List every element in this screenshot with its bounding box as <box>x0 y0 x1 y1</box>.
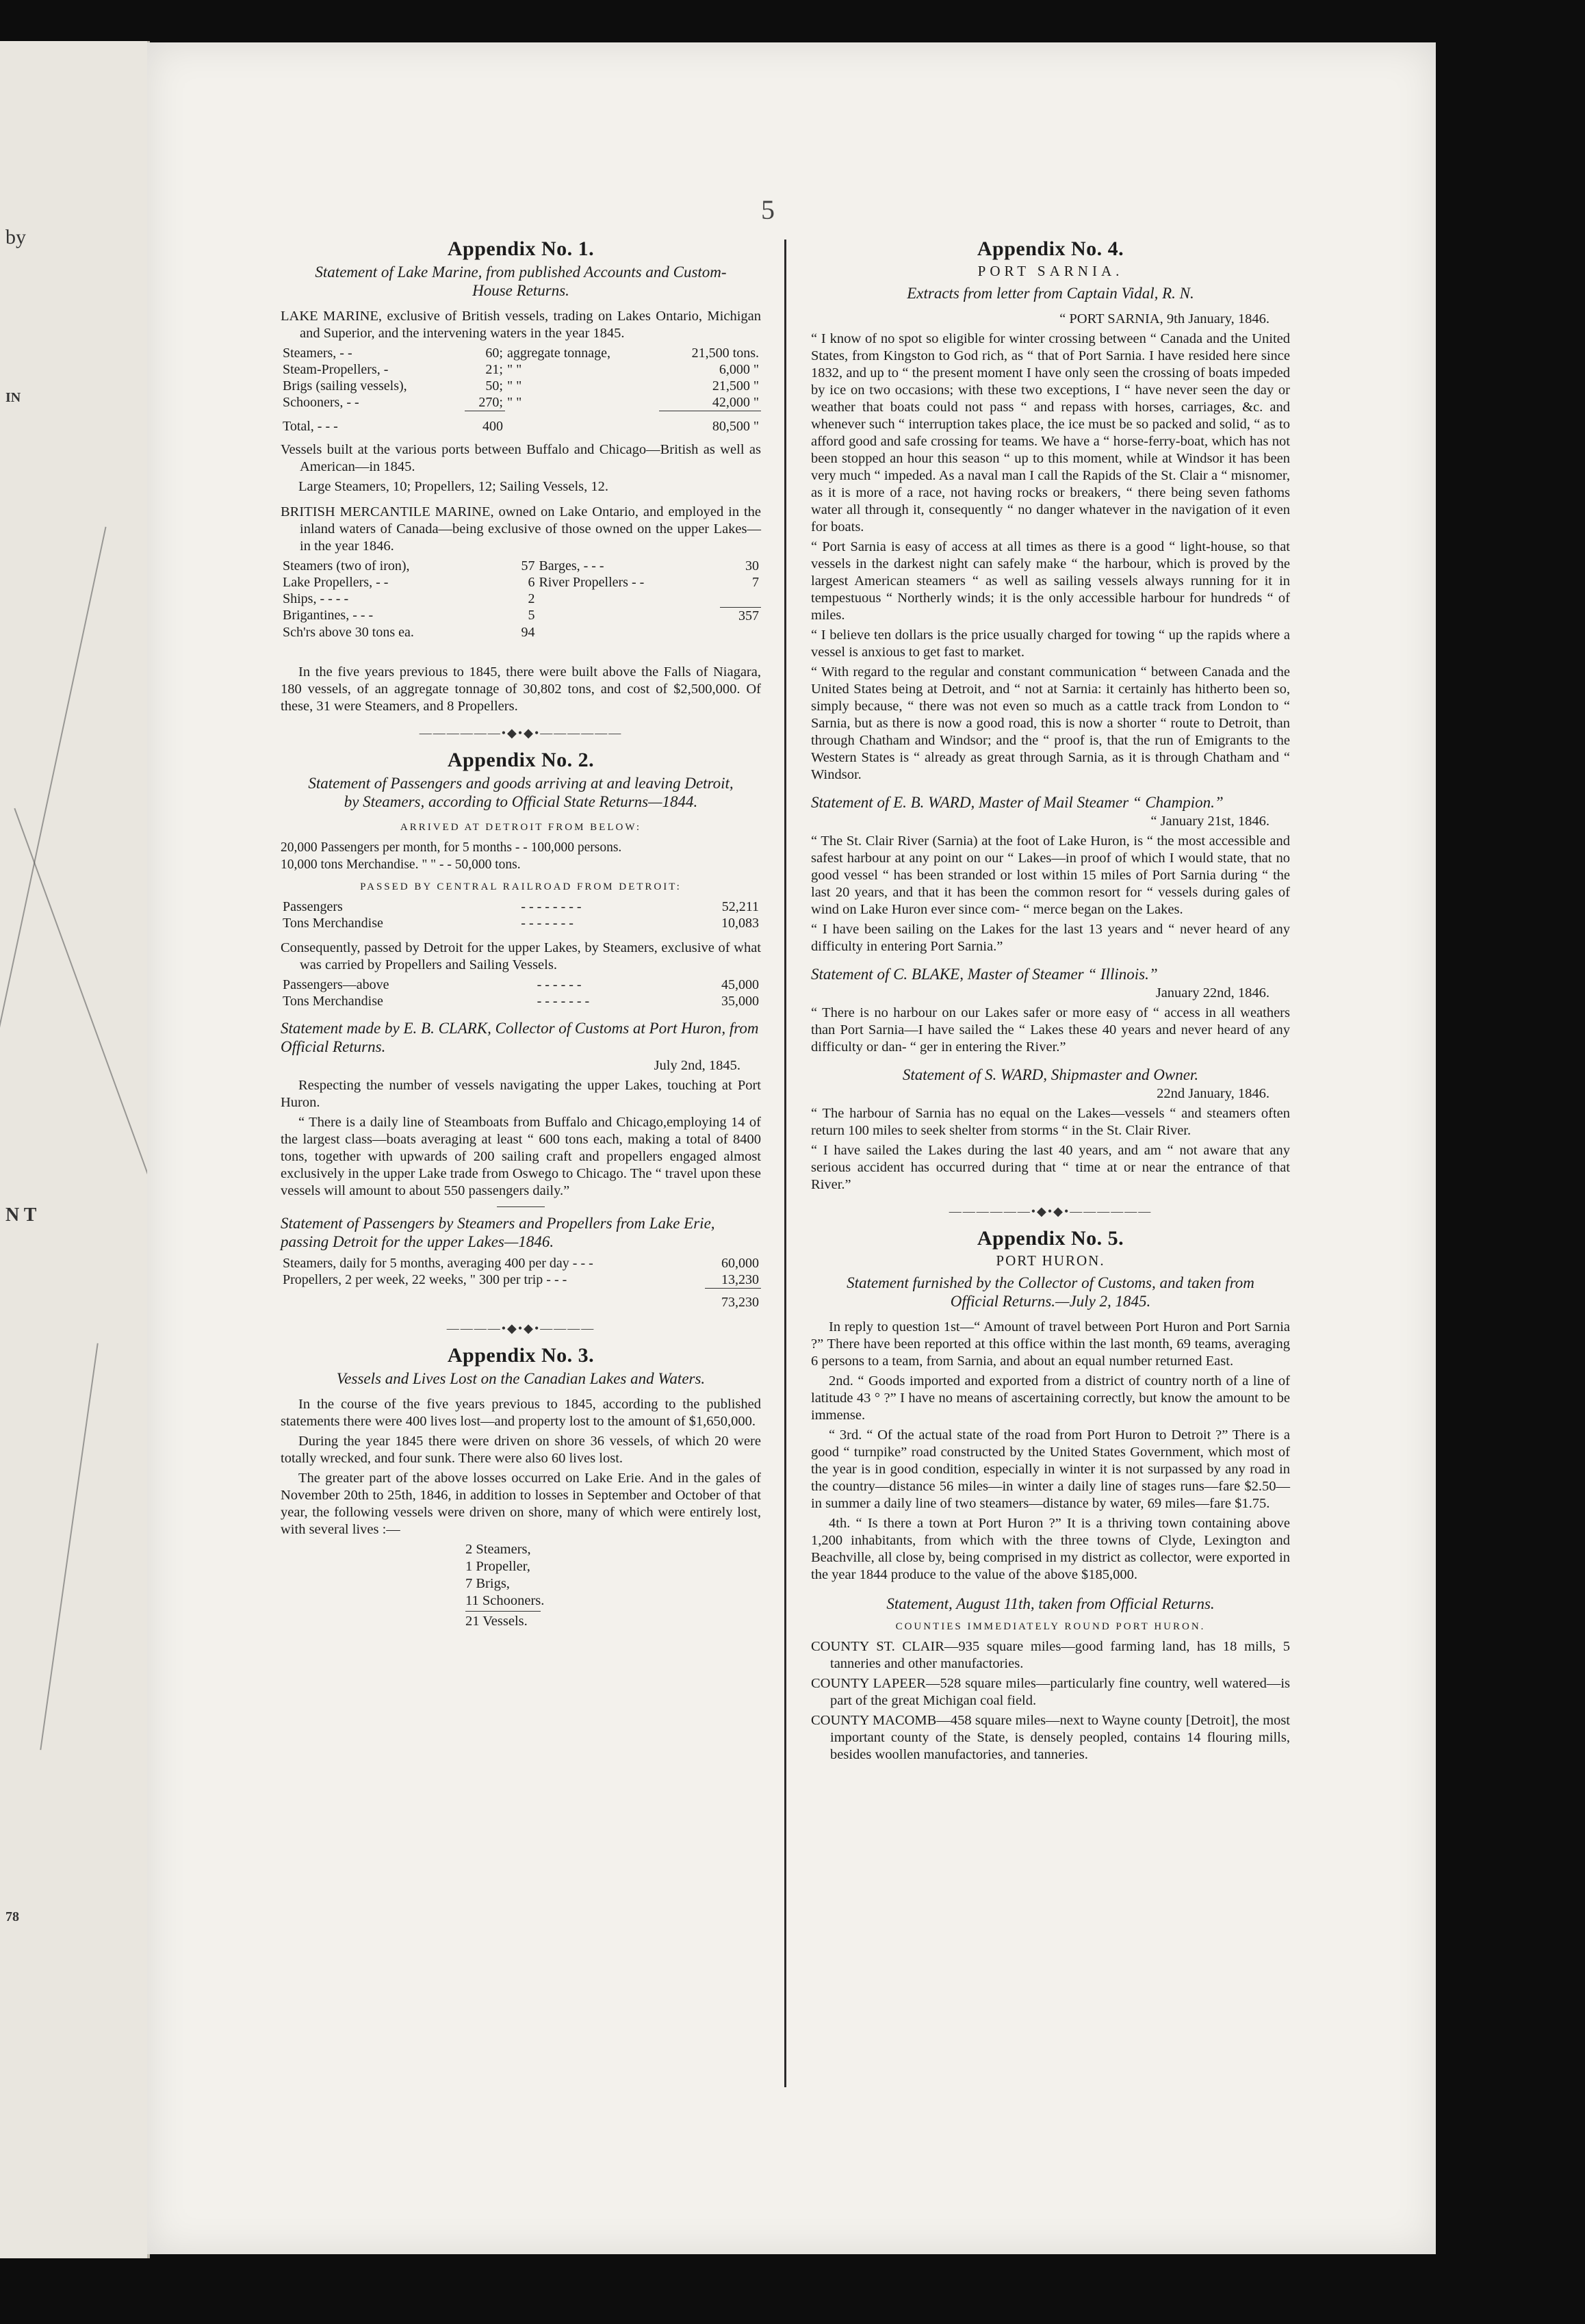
cell: aggregate tonnage, <box>506 346 611 361</box>
table-row <box>281 394 761 411</box>
blake-statement-title: Statement of C. BLAKE, Master of Steamer “ Illinois.” <box>811 966 1158 983</box>
appendix-3-paragraph: In the course of the five years previous to 1845, according to the published statements there were 400 lives lost—and property lost to the amount of $1,650,000. <box>281 1396 761 1429</box>
left-column <box>281 236 761 1630</box>
arrived-line: 10,000 tons Merchandise. " " - - 50,000 tons. <box>281 857 521 872</box>
ward-paragraph: “ The St. Clair River (Sarnia) at the foot of Lake Huron, is “ the most accessible and safest harbour at any point on our “ Lakes—in proof of which I would state, that no good vessel “ has been stranded or lost within 15 miles of Port Sarnia during “ the last 20 years, and that it has been the common resort for “ vessels during gales of wind on Lake Huron ever since com- “ merce began on the Lakes. <box>811 834 1290 917</box>
table-row <box>281 993 761 1009</box>
five-years-text: In the five years previous to 1845, there were built above the Falls of Niagara, 180 vessels, of an aggregate tonnage of 30,802 tons, and cost of $2,500,000. Of these, 31 were Steamers, and 8 Propellers. <box>281 664 761 714</box>
list-item: 1 Propeller, <box>465 1558 530 1574</box>
cell <box>505 411 659 435</box>
appendix-3-subtitle: Vessels and Lives Lost on the Canadian Lakes and Waters. <box>336 1369 706 1387</box>
map-line <box>40 1343 98 1750</box>
ornament-divider: ————•◆•◆•———— <box>446 1321 595 1335</box>
cell: Ships, - - - - <box>283 591 349 606</box>
list-item: 7 Brigs, <box>465 1575 510 1591</box>
huron-paragraph: 2nd. “ Goods imported and exported from a district of country north of a line of latitude 43 ° ?” I have no means of ascertaining correctly, but know the amount to be immense. <box>811 1373 1290 1423</box>
cell: Total, - - - <box>283 418 338 434</box>
appendix-4-place: PORT SARNIA. <box>977 263 1124 279</box>
counties-caption: COUNTIES IMMEDIATELY ROUND PORT HURON. <box>895 1621 1206 1632</box>
cell: 7 <box>752 575 759 590</box>
cell: Passengers <box>283 899 343 914</box>
cell: 21; <box>485 362 503 377</box>
appendix-3-paragraph: The greater part of the above losses occurred on Lake Erie. And in the gales of November 20th to 25th, 1846, in addition to losses in September and October of that year, the following vessels were driven on shore, many of which were entirely lost, with several lives :— <box>281 1470 761 1537</box>
cell: Steamers (two of iron), <box>283 558 410 573</box>
cell: " " <box>506 378 522 393</box>
cell: 42,000 " <box>712 395 759 410</box>
appendix-3-paragraph: During the year 1845 there were driven on shore 36 vessels, of which 20 were totally wrecked, and four sunk. There were also 60 lives lost. <box>281 1433 761 1466</box>
county-entry: COUNTY LAPEER—528 square miles—particularly fine country, well watered—is part of the great Michigan coal field. <box>811 1676 1290 1708</box>
cell: Tons Merchandise <box>283 993 383 1009</box>
vessels-total: 21 Vessels. <box>465 1613 528 1629</box>
passed-caption: PASSED BY CENTRAL RAILROAD FROM DETROIT: <box>360 881 682 892</box>
county-entry: COUNTY ST. CLAIR—935 square miles—good farming land, has 18 mills, 5 tanneries and other manufactories. <box>811 1639 1290 1671</box>
table-row <box>281 345 761 361</box>
cell: 50; <box>485 378 503 393</box>
list-item: 2 Steamers, <box>465 1541 531 1557</box>
vidal-paragraph: “ With regard to the regular and constant communication “ between Canada and the United States being at Detroit, and “ not at Sarnia: it certainly has hitherto been so, simply because, “ there was not even so much as a cattle track from London to “ Sarnia, but as there is now a good road, this is now a shorter “ route to Detroit, than through Chatham and Windsor; and the “ proof is, that the run of Emigrants to the Western States is “ already as great through Sarnia, as it is through Chatham and “ Windsor. <box>811 664 1290 782</box>
blake-date: January 22nd, 1846. <box>1155 985 1270 1000</box>
cell <box>537 591 719 607</box>
vidal-paragraph: “ Port Sarnia is easy of access at all times as there is a good “ light-house, so that vessels in the darkest night can safely make “ the harbour, which is proved by the largest American steamers “ as well as sailing vessels always running for it in tempestuous “ Northerly winds; it is the only accessible harbour for hundreds “ of miles. <box>811 539 1290 623</box>
cell: " " <box>506 395 522 411</box>
sward-date: 22nd January, 1846. <box>1157 1086 1270 1101</box>
table-row <box>281 558 761 574</box>
cell: 5 <box>528 608 535 623</box>
clark-statement-title: Statement made by E. B. CLARK, Collector of Customs at Port Huron, from Official Returns. <box>281 1019 759 1055</box>
divider <box>497 1206 545 1207</box>
clark-date: July 2nd, 1845. <box>654 1057 740 1073</box>
table-row <box>281 378 761 394</box>
cell <box>720 591 761 607</box>
cell: - - - - - - <box>537 977 582 992</box>
cell: Steamers, - - <box>283 346 352 361</box>
adjacent-map-page <box>0 41 150 2258</box>
cell: 57 <box>521 558 535 573</box>
cell: 52,211 <box>721 899 759 914</box>
arrived-line: 20,000 Passengers per month, for 5 months - - 100,000 persons. <box>281 840 622 855</box>
table-row <box>281 607 761 624</box>
cell: 21,500 tons. <box>691 346 759 361</box>
cell <box>720 624 761 641</box>
cell: 13,230 <box>721 1271 759 1287</box>
blake-paragraph: “ There is no harbour on our Lakes safer or more easy of “ access in all weathers than Port Sarnia—I have sailed the “ Lakes these 40 years and never heard of any difficulty or dan- “ ger in entering the River.” <box>811 1005 1290 1055</box>
sward-paragraph: “ I have sailed the Lakes during the last 40 years, and am “ not aware that any serious accident has occurred during that “ time at or near the entrance of that River.” <box>811 1143 1290 1192</box>
sward-paragraph: “ The harbour of Sarnia has no equal on the Lakes—vessels “ and steamers often return 100 miles to seek shelter from storms “ in the St. Clair River. <box>811 1106 1290 1138</box>
huron-paragraph: In reply to question 1st—“ Amount of travel between Port Huron and Port Sarnia ?” There have been reported at this office within the last month, 69 teams, averaging 6 persons to a team, from Sarnia, and about an equal number returned East. <box>811 1319 1290 1369</box>
consequently-text: Consequently, passed by Detroit for the upper Lakes, by Steamers, exclusive of what was carried by Propellers and Sailing Vessels. <box>281 940 761 972</box>
cell: 400 <box>465 411 505 435</box>
cell: 6,000 " <box>719 362 759 377</box>
cell: 10,083 <box>721 915 759 931</box>
arrived-caption: ARRIVED AT DETROIT FROM BELOW: <box>400 821 642 833</box>
left-page-fragment: by <box>5 226 26 248</box>
appendix-3-heading: Appendix No. 3. <box>447 1343 595 1367</box>
table-row <box>281 899 761 915</box>
cell: 94 <box>521 624 535 640</box>
appendix-5-subtitle: Statement furnished by the Collector of Customs, and taken from Official Returns.—July 2, 1845. <box>847 1274 1254 1310</box>
cell: 2 <box>528 591 535 606</box>
table-row <box>281 915 761 931</box>
cell: Barges, - - - <box>539 558 604 573</box>
appendix-4-subtitle: Extracts from letter from Captain Vidal, R. N. <box>907 285 1194 302</box>
cell: 45,000 <box>721 977 759 992</box>
cell: 21,500 " <box>712 378 759 393</box>
table-row <box>281 624 761 641</box>
cell <box>281 1288 705 1311</box>
list-item: 11 Schooners. <box>465 1592 545 1608</box>
clark-paragraph: Respecting the number of vessels navigating the upper Lakes, touching at Port Huron. <box>281 1077 761 1110</box>
sward-statement-title: Statement of S. WARD, Shipmaster and Owner. <box>902 1066 1199 1083</box>
table-row <box>281 361 761 378</box>
lake-marine-text: LAKE MARINE, exclusive of British vessels, trading on Lakes Ontario, Michigan and Superior, and the intervening waters in the year 1845. <box>281 309 761 341</box>
british-marine-table <box>281 558 761 641</box>
left-page-fragment: 78 <box>5 1909 19 1924</box>
cell: Lake Propellers, - - <box>283 575 389 590</box>
cell: Brigantines, - - - <box>283 608 374 623</box>
vidal-paragraph: “ I believe ten dollars is the price usually charged for towing “ up the rapids where a vessel is anxious to get fast to market. <box>811 628 1290 660</box>
passengers-table <box>281 1255 761 1311</box>
cell: - - - - - - - <box>521 915 574 931</box>
sum-rule <box>465 1611 541 1612</box>
clark-quote: “ There is a daily line of Steamboats from Buffalo and Chicago,employing 14 of the largest class—boats averaging at least “ 600 tons each, making a total of 8400 tons, together with upwards of 200 sailing craft and propellers engaged almost exclusively in the upper Lake trade from Oswego to Chicago. The “ travel upon these vessels will amount to about 550 passengers daily.” <box>281 1114 761 1198</box>
cell: Schooners, - - <box>283 395 359 411</box>
table-row <box>281 1255 761 1271</box>
cell: 80,500 " <box>659 411 761 435</box>
cell: 270; <box>478 395 503 410</box>
appendix-4-heading: Appendix No. 4. <box>977 237 1124 260</box>
passengers-statement-title: Statement of Passengers by Steamers and Propellers from Lake Erie, passing Detroit for the upper Lakes—1846. <box>281 1214 715 1250</box>
cell: - - - - - - - <box>537 993 590 1009</box>
cell: 35,000 <box>721 993 759 1009</box>
table-row <box>281 1288 761 1311</box>
table-row <box>281 574 761 591</box>
county-entry: COUNTY MACOMB—458 square miles—next to Wayne county [Detroit], the most important county of the State, is densely peopled, contains 14 flouring mills, besides woollen manufactories, and tanneries. <box>811 1713 1290 1762</box>
ward-statement-title: Statement of E. B. WARD, Master of Mail Steamer “ Champion.” <box>811 794 1224 811</box>
cell: Sch'rs above 30 tons ea. <box>283 624 414 640</box>
vessels-built-text: Vessels built at the various ports between Buffalo and Chicago—British as well as American—in 1845. <box>281 442 761 474</box>
british-marine-text: BRITISH MERCANTILE MARINE, owned on Lake Ontario, and employed in the inland waters of Canada—being exclusive of those owned on the upper Lakes—in the year 1846. <box>281 504 761 554</box>
ward-date: “ January 21st, 1846. <box>1150 814 1270 829</box>
table-row <box>281 411 761 435</box>
cell: 6 <box>528 575 535 590</box>
vidal-paragraph: “ I know of no spot so eligible for winter crossing between “ Canada and the United States, from Kingston to God rich, as “ that of Port Sarnia. I have resided here since 1832, and up to “ the present moment I have only seen the crossing of boats impeded by ice on two occasions; with these two exceptions, I “ have never seen the day or weather that boats could not pass “ and repass with horses, carriages, &c. and whenever such “ interruption takes place, the ice must be so packed and solid, “ as to afford good and safe crossing for teams. We have a “ horse-ferry-boat, which has not been stopped an hour this season “ up to this moment, while at Windsor it has been very much “ impeded. As a naval man I call the Rapids of the St. Clair a “ misnomer, as it is more of a race, not having rocks or breakers, “ there being seven fathoms water all through it, consequently “ no danger whatever in the navigation of it even for boats. <box>811 331 1290 534</box>
ornament-divider: ——————•◆•◆•—————— <box>419 725 623 740</box>
passed-table <box>281 899 761 931</box>
cell: Tons Merchandise <box>283 915 383 931</box>
cell: Steam-Propellers, - <box>283 362 389 377</box>
cell: 60; <box>485 346 503 361</box>
cell: 357 <box>720 607 761 624</box>
lake-marine-table <box>281 345 761 435</box>
cell: Brigs (sailing vessels), <box>283 378 407 393</box>
vessels-list <box>465 1541 761 1610</box>
appendix-2-heading: Appendix No. 2. <box>447 748 595 771</box>
table-row <box>281 977 761 993</box>
cell: 30 <box>745 558 759 573</box>
appendix-4-dateline: “ PORT SARNIA, 9th January, 1846. <box>1059 311 1270 326</box>
right-column <box>811 236 1290 1766</box>
appendix-2-subtitle: Statement of Passengers and goods arriving at and leaving Detroit, by Steamers, according to Official State Returns—1844. <box>308 774 734 810</box>
cell: Passengers—above <box>283 977 389 992</box>
left-page-fragment: IN <box>5 390 21 405</box>
appendix-1-heading: Appendix No. 1. <box>447 237 595 260</box>
appendix-1-subtitle: Statement of Lake Marine, from published Accounts and Custom-House Returns. <box>315 263 727 299</box>
cell: - - - - - - - - <box>521 899 582 914</box>
table-row <box>281 1271 761 1289</box>
cell: River Propellers - - <box>539 575 645 590</box>
cell: " " <box>506 362 522 377</box>
cell: 73,230 <box>705 1288 761 1311</box>
consequently-table <box>281 977 761 1009</box>
huron-paragraph: 4th. “ Is there a town at Port Huron ?” It is a thriving town containing above 1,200 inhabitants, from which with the three towns of Clyde, Lexington and Beachville, all close by, being comprised in my district as collector, were exported in the year 1844 produce to the value of the above $185,000. <box>811 1516 1290 1582</box>
cell: Propellers, 2 per week, 22 weeks, " 300 per trip - - - <box>283 1271 567 1287</box>
cell: Steamers, daily for 5 months, averaging 400 per day - - - <box>283 1255 593 1271</box>
page-number: 5 <box>761 194 775 225</box>
huron-paragraph: “ 3rd. “ Of the actual state of the road from Port Huron to Detroit ?” There is a good “ turnpike” road constructed by the United States Government, which most of the year is in good condition, especially in winter it is not surpassed by any road in the country—distance 56 miles—in winter a daily line of stages runs—fare $2.50—in summer a daily line of two steamers—distance by water, 69 miles—fare $1.75. <box>811 1428 1290 1511</box>
ornament-divider: ——————•◆•◆•—————— <box>949 1204 1152 1218</box>
map-line <box>0 527 107 1130</box>
cell <box>537 607 719 624</box>
cell: 60,000 <box>721 1255 759 1271</box>
table-row <box>281 591 761 607</box>
appendix-5-place: PORT HURON. <box>996 1252 1105 1269</box>
left-page-fragment: N T <box>5 1204 37 1226</box>
ward-paragraph: “ I have been sailing on the Lakes for the last 13 years and “ never heard of any difficulty in entering Port Sarnia.” <box>811 922 1290 954</box>
appendix-5-heading: Appendix No. 5. <box>977 1227 1124 1250</box>
vessels-built-line: Large Steamers, 10; Propellers, 12; Sailing Vessels, 12. <box>298 479 609 494</box>
cell <box>537 624 719 641</box>
column-rule <box>784 240 786 2087</box>
august-statement-title: Statement, August 11th, taken from Official Returns. <box>886 1595 1215 1612</box>
